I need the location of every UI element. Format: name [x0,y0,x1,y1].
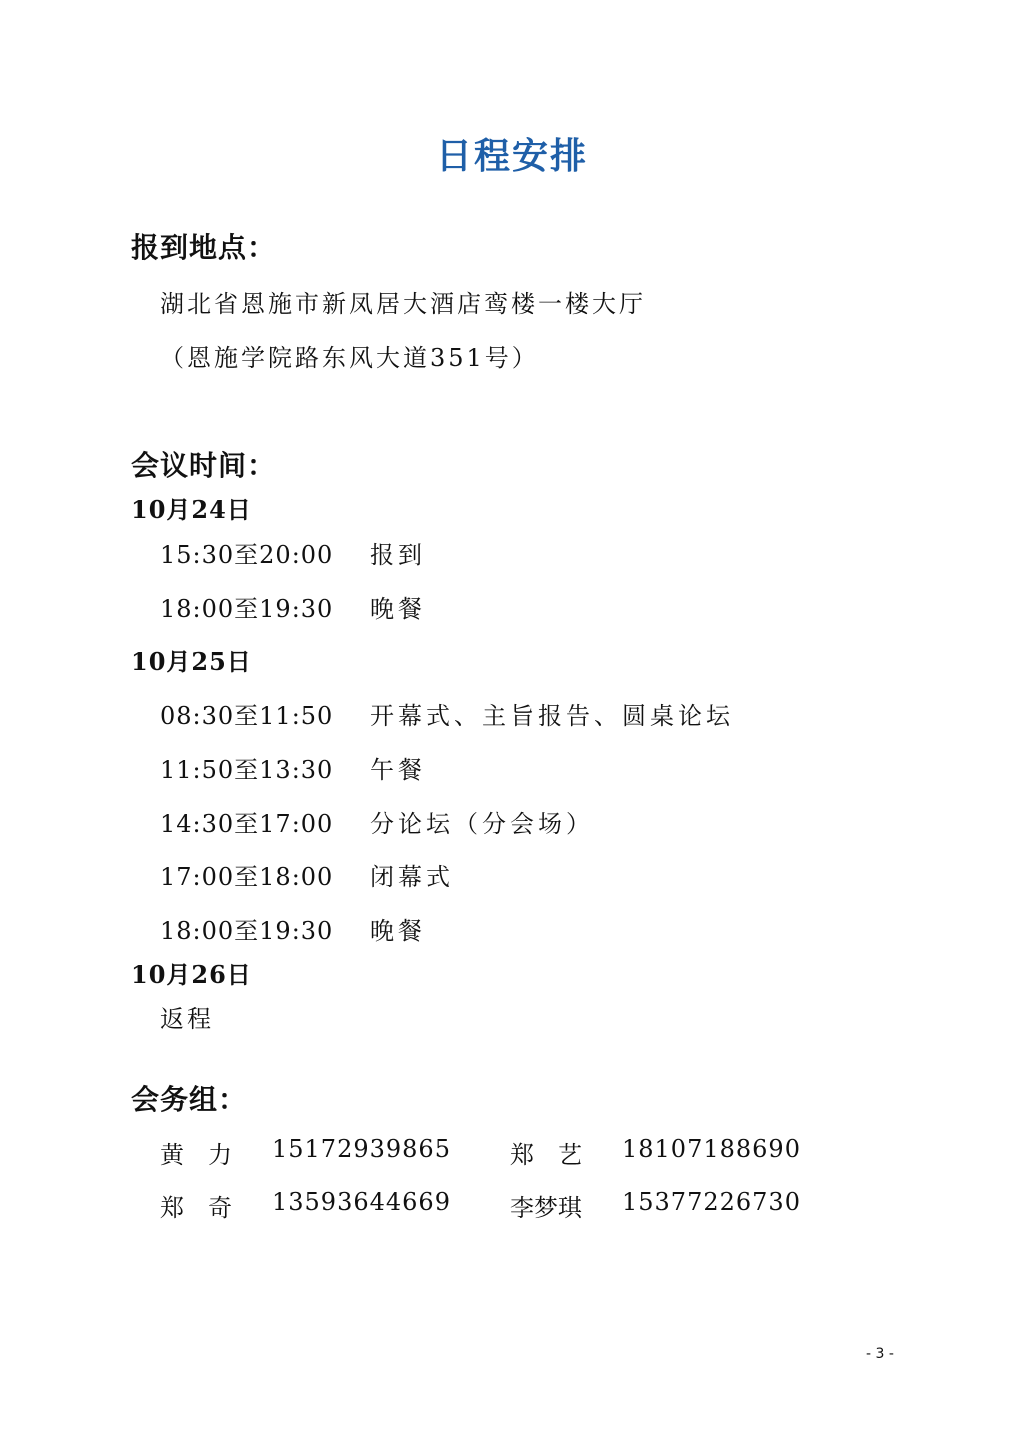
schedule-event: 午餐 [370,756,426,784]
schedule-time: 18:00至19:30 [160,917,334,945]
meeting-heading: 会议时间： [131,449,277,482]
schedule-time: 08:30至11:50 [160,702,334,730]
page-number: - 3 - [866,1346,894,1362]
schedule-event: 分论坛（分会场） [370,810,594,838]
schedule-time: 18:00至19:30 [160,595,334,623]
schedule-event: 闭幕式 [370,863,454,891]
date-oct-24: 10月24日 [131,495,252,524]
staff-name: 李梦琪 [510,1194,582,1222]
schedule-event: 晚餐 [370,595,426,623]
registration-heading: 报到地点： [131,231,277,264]
date-oct-26: 10月26日 [131,960,252,989]
staff-phone: 18107188690 [622,1135,801,1163]
staff-phone: 13593644669 [272,1188,451,1216]
registration-address: 湖北省恩施市新凤居大酒店鸾楼一楼大厅 [160,290,646,318]
schedule-event: 报到 [370,541,426,569]
staff-phone: 15172939865 [272,1135,451,1163]
staff-phone: 15377226730 [622,1188,801,1216]
schedule-event: 开幕式、主旨报告、圆桌论坛 [370,702,734,730]
staff-heading: 会务组： [131,1083,248,1116]
page-title: 日程安排 [435,136,588,177]
date-oct-25: 10月25日 [131,647,252,676]
return-note: 返程 [160,1005,214,1033]
staff-name: 郑 艺 [510,1141,582,1169]
registration-address-note: （恩施学院路东风大道351号） [160,344,539,372]
staff-name: 郑 奇 [160,1194,232,1222]
schedule-time: 11:50至13:30 [160,756,334,784]
schedule-event: 晚餐 [370,917,426,945]
schedule-time: 14:30至17:00 [160,810,334,838]
schedule-time: 15:30至20:00 [160,541,334,569]
schedule-time: 17:00至18:00 [160,863,334,891]
staff-name: 黄 力 [160,1141,232,1169]
